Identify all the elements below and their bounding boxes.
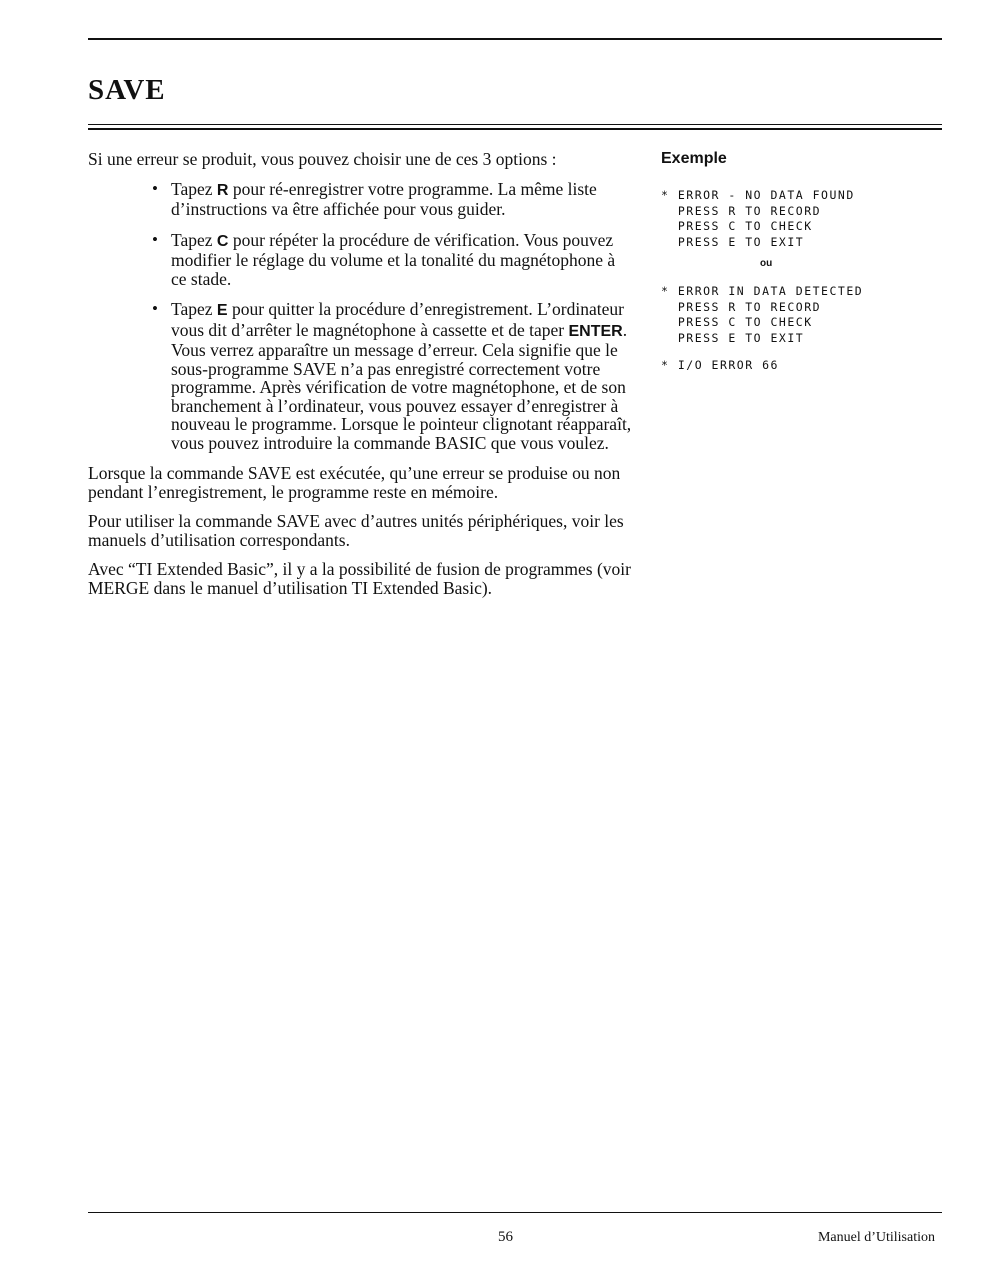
example-heading: Exemple — [661, 150, 727, 167]
intro-paragraph: Si une erreur se produit, vous pouvez choisir une de ces 3 options : — [88, 149, 557, 169]
title-underline-thick — [88, 128, 942, 130]
top-rule — [88, 38, 942, 40]
paragraph-memory: Lorsque la commande SAVE est exécutée, qu’une erreur se produise ou non pendant l’enregistrement, le programme reste en mémoire. — [88, 463, 621, 502]
code-block-no-data: * ERROR - NO DATA FOUND PRESS R TO RECORD PRESS C TO CHECK PRESS E TO EXIT — [661, 188, 855, 249]
page-title: SAVE — [88, 74, 166, 106]
key-c: C — [216, 232, 229, 250]
list-item-option-r: • Tapez R pour ré-enregistrer votre programme. La même liste d’instructions va être affichée pour vous guider. — [152, 178, 597, 219]
footer-manual-title: Manuel d’Utilisation — [817, 1230, 935, 1245]
bullet-icon: • — [152, 299, 158, 318]
code-block-io-error: * I/O ERROR 66 — [661, 358, 779, 372]
code-block-data-error: * ERROR IN DATA DETECTED PRESS R TO RECORD PRESS C TO CHECK PRESS E TO EXIT — [661, 284, 864, 345]
key-e: E — [216, 302, 228, 319]
page-number: 56 — [498, 1229, 513, 1245]
bullet-icon: • — [152, 229, 158, 249]
separator-ou: ou — [760, 258, 773, 269]
list-item-option-c: • Tapez C pour répéter la procédure de vérification. Vous pouvez modifier le réglage du volume et la tonalité du magnétophone à ce stade. — [152, 229, 616, 289]
example-column — [661, 150, 961, 374]
options-list — [88, 180, 633, 453]
footer-rule — [88, 1212, 942, 1213]
key-r: R — [216, 181, 229, 199]
list-item-option-e: • Tapez E pour quitter la procédure d’enregistrement. L’ordinateur vous dit d’arrêter le magnétophone à cassette et de taper ENTER. Vous verrez apparaître un message d’erreur. Cela signifie que le sous-programme SAVE n’a pas enregistré correctement votre programme. Après vérification de votre magnétophone, et de son branchement à l’ordinateur, vous pouvez essayer d’enregistrer à nouveau le programme. Lorsque le pointeur clignotant réapparaît, vous pouvez introduire la commande BASIC que vous voulez. — [152, 299, 632, 453]
paragraph-extended-basic: Avec “TI Extended Basic”, il y a la possibilité de fusion de programmes (voir MERGE dans le manuel d’utilisation TI Extended Basic). — [88, 559, 631, 598]
paragraph-peripherals: Pour utiliser la commande SAVE avec d’autres unités périphériques, voir les manuels d’utilisation correspondants. — [88, 511, 624, 550]
key-enter: ENTER — [568, 322, 623, 340]
body-text-column — [88, 150, 633, 608]
title-underline-thin — [88, 124, 942, 125]
bullet-icon: • — [152, 178, 158, 198]
